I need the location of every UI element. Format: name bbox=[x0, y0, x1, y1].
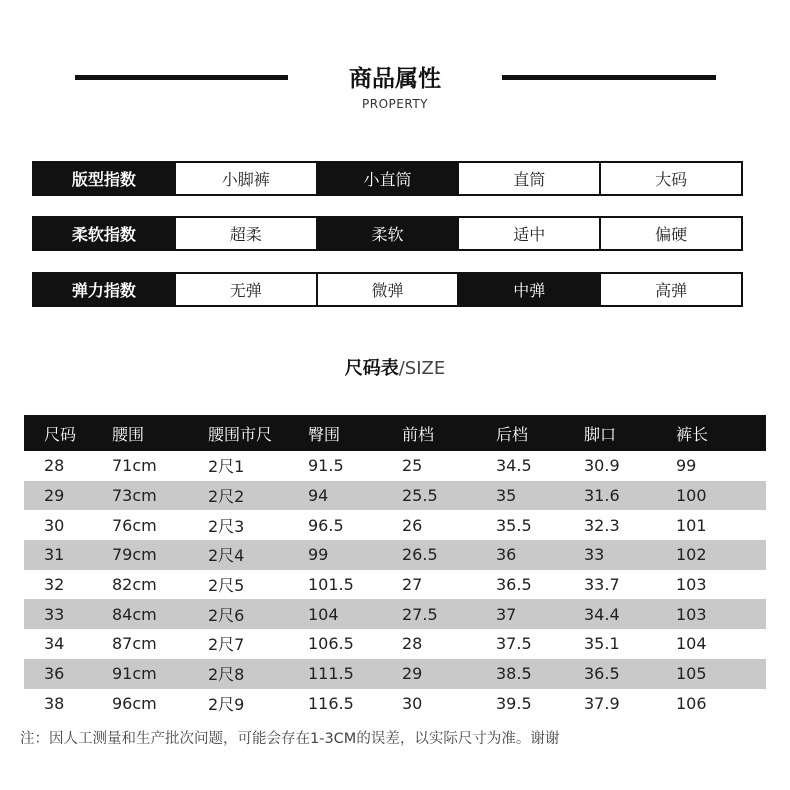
attribute-option: 偏硬 bbox=[599, 218, 741, 249]
attribute-option: 超柔 bbox=[174, 218, 316, 249]
table-cell: 79cm bbox=[112, 540, 208, 570]
table-cell: 2尺1 bbox=[208, 457, 245, 477]
attribute-option: 小脚裤 bbox=[174, 163, 316, 194]
table-cell: 28 bbox=[44, 456, 65, 476]
table-cell: 37.5 bbox=[496, 634, 532, 654]
table-cell: 2尺5 bbox=[208, 576, 245, 596]
table-cell: 31 bbox=[24, 540, 112, 570]
table-cell: 91cm bbox=[112, 659, 208, 689]
table-row bbox=[24, 689, 766, 719]
table-cell: 76cm bbox=[112, 515, 157, 535]
table-cell: 2尺2 bbox=[208, 481, 308, 511]
table-cell: 32 bbox=[44, 575, 65, 595]
table-cell: 36.5 bbox=[584, 659, 676, 689]
table-cell: 116.5 bbox=[308, 693, 354, 713]
table-cell: 39.5 bbox=[496, 693, 532, 713]
attribute-label: 柔软指数 bbox=[34, 218, 174, 249]
table-cell: 82cm bbox=[112, 575, 157, 595]
attribute-option: 微弹 bbox=[316, 274, 458, 305]
table-cell: 104 bbox=[676, 634, 707, 654]
table-cell: 36 bbox=[496, 540, 584, 570]
size-table-header-cell: 腰围 bbox=[112, 415, 208, 451]
table-cell: 25 bbox=[402, 456, 423, 476]
table-row bbox=[24, 629, 766, 659]
table-cell: 27 bbox=[402, 575, 423, 595]
table-row bbox=[24, 451, 766, 481]
size-table-header-cell: 尺码 bbox=[24, 415, 112, 451]
attribute-row bbox=[32, 216, 743, 251]
table-cell: 30.9 bbox=[584, 456, 620, 476]
table-cell: 103 bbox=[676, 575, 707, 595]
table-cell: 36 bbox=[24, 659, 112, 689]
table-row bbox=[24, 481, 766, 511]
table-cell: 33.7 bbox=[584, 575, 620, 595]
measurement-note: 注：因人工测量和生产批次问题，可能会存在1-3CM的误差，以实际尺寸为准。谢谢 bbox=[20, 731, 560, 747]
table-cell: 99 bbox=[308, 540, 402, 570]
size-table-header-cell: 前档 bbox=[402, 415, 496, 451]
page-title: 商品属性 bbox=[349, 66, 441, 92]
table-cell: 34.4 bbox=[584, 599, 676, 629]
table-cell: 99 bbox=[676, 456, 697, 476]
size-chart-title: 尺码表/SIZE bbox=[344, 358, 446, 379]
table-cell: 27.5 bbox=[402, 599, 496, 629]
table-cell: 102 bbox=[676, 540, 766, 570]
table-cell: 26 bbox=[402, 515, 423, 535]
table-cell: 84cm bbox=[112, 599, 208, 629]
table-cell: 94 bbox=[308, 481, 402, 511]
table-cell: 30 bbox=[402, 693, 423, 713]
table-cell: 31.6 bbox=[584, 481, 676, 511]
attribute-label: 版型指数 bbox=[34, 163, 174, 194]
table-cell: 36.5 bbox=[496, 575, 532, 595]
table-cell: 2尺4 bbox=[208, 540, 308, 570]
table-cell: 87cm bbox=[112, 634, 157, 654]
table-cell: 101.5 bbox=[308, 575, 354, 595]
attribute-row bbox=[32, 161, 743, 196]
table-cell: 2尺7 bbox=[208, 635, 245, 655]
table-cell: 96cm bbox=[112, 693, 157, 713]
table-cell: 38.5 bbox=[496, 659, 584, 689]
size-table-header-cell: 后档 bbox=[496, 415, 584, 451]
table-cell: 73cm bbox=[112, 481, 208, 511]
size-table-header bbox=[24, 415, 766, 451]
attribute-row bbox=[32, 272, 743, 307]
table-cell: 33 bbox=[24, 599, 112, 629]
table-cell: 38 bbox=[44, 693, 65, 713]
table-cell: 2尺6 bbox=[208, 599, 308, 629]
table-row bbox=[24, 659, 766, 689]
attribute-label: 弹力指数 bbox=[34, 274, 174, 305]
table-cell: 37 bbox=[496, 599, 584, 629]
table-cell: 29 bbox=[402, 659, 496, 689]
size-table-header-cell: 裤长 bbox=[676, 415, 766, 451]
table-cell: 2尺8 bbox=[208, 659, 308, 689]
attribute-option-selected: 柔软 bbox=[316, 218, 458, 249]
attribute-option: 直筒 bbox=[457, 163, 599, 194]
attribute-option: 无弹 bbox=[174, 274, 316, 305]
table-row bbox=[24, 510, 766, 540]
table-row bbox=[24, 570, 766, 600]
table-cell: 100 bbox=[676, 481, 766, 511]
size-table-header-cell: 脚口 bbox=[584, 415, 676, 451]
table-cell: 29 bbox=[24, 481, 112, 511]
size-table-header-cell: 臀围 bbox=[308, 415, 402, 451]
table-cell: 25.5 bbox=[402, 481, 496, 511]
table-cell: 106.5 bbox=[308, 634, 354, 654]
table-cell: 26.5 bbox=[402, 540, 496, 570]
table-row bbox=[24, 599, 766, 629]
attribute-option: 高弹 bbox=[599, 274, 741, 305]
table-cell: 105 bbox=[676, 659, 766, 689]
size-table-header-cell: 腰围市尺 bbox=[208, 415, 308, 451]
size-table-body bbox=[24, 451, 766, 718]
table-cell: 103 bbox=[676, 599, 766, 629]
table-cell: 34 bbox=[44, 634, 65, 654]
table-cell: 101 bbox=[676, 515, 707, 535]
table-cell: 28 bbox=[402, 634, 423, 654]
page-subtitle: PROPERTY bbox=[362, 97, 428, 111]
table-cell: 104 bbox=[308, 599, 402, 629]
table-cell: 33 bbox=[584, 540, 676, 570]
table-cell: 96.5 bbox=[308, 515, 344, 535]
table-cell: 32.3 bbox=[584, 515, 620, 535]
table-cell: 2尺3 bbox=[208, 516, 245, 536]
table-row bbox=[24, 540, 766, 570]
table-cell: 30 bbox=[44, 515, 65, 535]
table-cell: 37.9 bbox=[584, 693, 620, 713]
attribute-option: 适中 bbox=[457, 218, 599, 249]
attribute-option-selected: 中弹 bbox=[457, 274, 599, 305]
table-cell: 106 bbox=[676, 693, 707, 713]
table-cell: 91.5 bbox=[308, 456, 344, 476]
attribute-option-selected: 小直筒 bbox=[316, 163, 458, 194]
table-cell: 2尺9 bbox=[208, 694, 245, 714]
table-cell: 35 bbox=[496, 481, 584, 511]
size-table bbox=[24, 415, 766, 718]
table-cell: 34.5 bbox=[496, 456, 532, 476]
table-cell: 111.5 bbox=[308, 659, 402, 689]
table-cell: 35.5 bbox=[496, 515, 532, 535]
attribute-option: 大码 bbox=[599, 163, 741, 194]
table-cell: 35.1 bbox=[584, 634, 620, 654]
table-cell: 71cm bbox=[112, 456, 157, 476]
